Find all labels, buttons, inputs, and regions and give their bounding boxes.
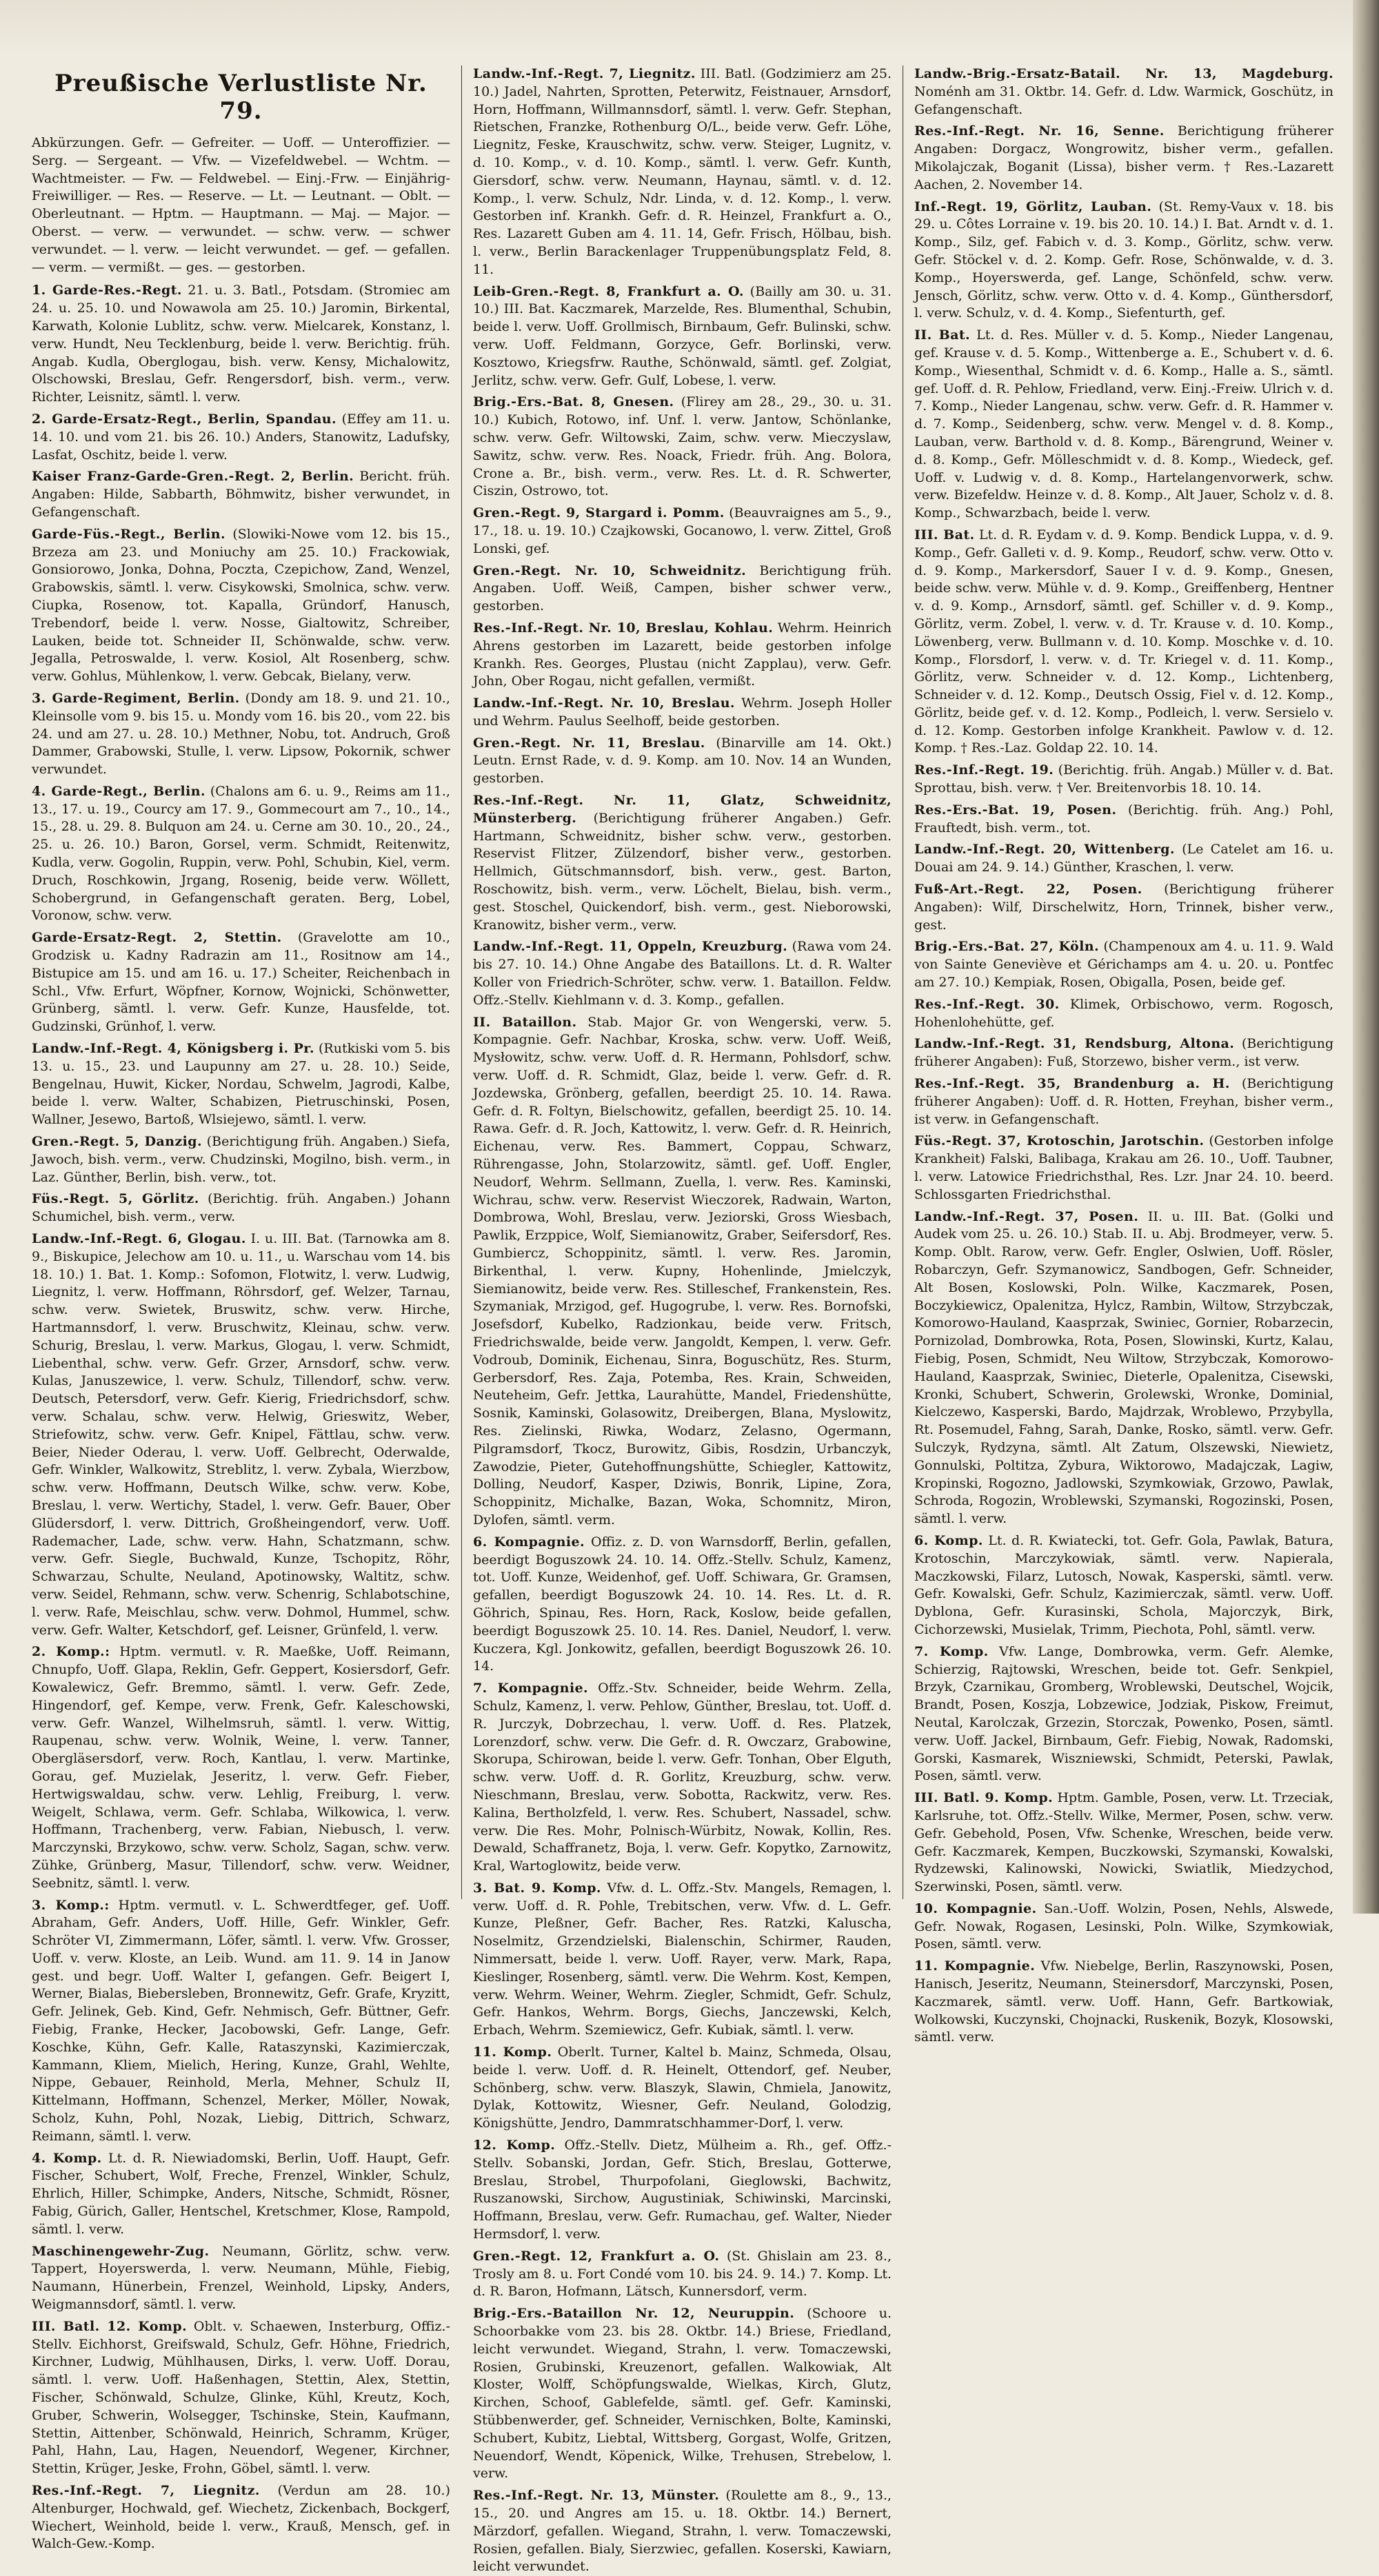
casualty-text: Vfw. d. L. Offz.-Stv. Mangels, Remagen, l. verw. Uoff. d. R. Pohle, Trebitschen, verw. Vfw. d. L. Gefr. Kunze, Pleßner, Gefr. Bacher, Res. Ratzki, Kaluscha, Noselmitz, Grzendzielski, Bialenschin, Schirmer, Rauden, Nimmersatt, beide l. verw. Uoff. Rayer, verw. Mark, Rapa, Kieslinger, Rosenberg, sämtl. verw. Die Wehrm. Kost, Kempen, verw. Wehrm. Weiner, Wehrm. Ziegler, Schmidt, Gefr. Schulz, Gefr. Hankos, Wehrm. Borgs, Giechs, Janczewski, Kelch, Erbach, Wehrm. Szemiewicz, Gefr. Kubiak, sämtl. l. verw. xyxy=(473,1880,892,2038)
casualty-entry xyxy=(32,2150,450,2239)
casualty-text: Offz.-Stv. Schneider, beide Wehrm. Zella, Schulz, Kamenz, l. verw. Pehlow, Günther, Breslau, tot. Uoff. d. R. Jurczyk, Dobrzechau, l. verw. Uoff. d. Res. Platzek, Lorenzdorf, schw. verw. Die Gefr. d. R. Owczarz, Grabowine, Skorupa, Schirowan, beide l. verw. Gefr. Tonhan, Ober Elguth, schw. verw. Uoff. d. R. Gorlitz, Kreuzburg, schw. verw. Nieschmann, Breslau, verw. Sobotta, Rackwitz, verw. Res. Kalina, Bertholzfeld, l. verw. Res. Schubert, Nassadel, schw. verw. Die Res. Mohr, Polnisch-Würbitz, Nowak, Kollin, Res. Dewald, Schaffranetz, Boja, l. verw. Gefr. Kopytko, Zarnowitz, Kral, Wartoglowitz, beide verw. xyxy=(473,1681,892,1874)
casualty-text: Lt. d. R. Kwiatecki, tot. Gefr. Gola, Pawlak, Batura, Krotoschin, Marczykowiak, sämtl. verw. Napierala, Maczkowski, Filarz, Lutosch, Nowak, Kasperski, sämtl. verw. Gefr. Kowalski, Gefr. Schulz, Kazimierczak, sämtl. verw. Uoff. Dyblona, Gefr. Kurasinski, Schola, Majorczyk, Birk, Cichorzewski, Musielak, Trimm, Piechota, Pohl, sämtl. verw. xyxy=(914,1532,1333,1637)
regiment-heading: Inf.-Regt. 19, Görlitz, Lauban. xyxy=(914,199,1152,214)
casualty-text: (Verdun am 28. 10.) Altenburger, Hochwald, gef. Wiechetz, Zickenbach, Bockgerf, Wiechert, Weinhold, beide l. verw., Krauß, Mensch, gef. in Walch-Gew.-Komp. xyxy=(32,2483,450,2552)
casualty-entry xyxy=(914,996,1333,1032)
casualty-text: Noménh am 31. Oktbr. 14. Gefr. d. Ldw. Warmick, Goschütz, in Gefangenschaft. xyxy=(914,83,1333,117)
casualty-entry xyxy=(473,2487,892,2576)
regiment-heading: 3. Garde-Regiment, Berlin. xyxy=(32,690,240,706)
casualty-entry xyxy=(914,802,1333,838)
regiment-heading: Garde-Ersatz-Regt. 2, Stettin. xyxy=(32,930,282,946)
casualty-entry xyxy=(473,1534,892,1676)
casualty-text: Offiz. z. D. von Warnsdorff, Berlin, gefallen, beerdigt Boguszowk 24. 10. 14. Offz.-Stellv. Schulz, Kamenz, tot. Uoff. Kunze, Weidenhof, gef. Uoff. Schiwara, Gr. Gramsen, gefallen, beerdigt Boguszowk 24. 10. 14. Res. Lt. d. R. Göhrich, Spinau, Res. Horn, Rack, Koslow, beide gefallen, beerdigt Boguszowk 25. 10. 14. Res. Daniel, Neudorf, l. verw. Kuczera, Kgl. Jonkowitz, gefallen, beerdigt Boguszowk 26. 10. 14. xyxy=(473,1534,892,1674)
regiment-heading: 1. Garde-Res.-Regt. xyxy=(32,283,182,298)
casualty-entry xyxy=(32,2243,450,2314)
regiment-heading: 6. Komp. xyxy=(914,1532,983,1548)
casualty-text: (St. Remy-Vaux v. 18. bis 29. u. Côtes Lorraine v. 19. bis 20. 10. 14.) I. Bat. Arndt v. d. 1. Komp., Silz, gef. Fabich v. d. 3. Komp., Görlitz, schw. verw. Gefr. Stöckel v. d. 2. Komp. Gefr. Rose, Schönwalde, v. d. 3. Komp., Hoyerswerda, gef. Lange, Schönfeld, schw. verw. Jensch, Görlitz, schw. verw. Otto v. d. 4. Komp., Günthersdorf, l. verw. Schulz, v. d. 4. Komp., Siefenturth, gef. xyxy=(914,199,1333,321)
casualty-entry xyxy=(32,411,450,464)
regiment-heading: Brig.-Ers.-Bat. 8, Gnesen. xyxy=(473,394,674,410)
casualty-text: (Berichtigung früherer Angaben.) Gefr. Hartmann, Schweidnitz, bisher schw. verw., gestorben. Reservist Flitzer, Zülzendorf, bisher verw., gestorben. Hellmich, Gütschmannsdorf, bish. verw., gest. Barton, Roschowitz, bish. verm., verw. Löchelt, Bielau, bish. verm., gest. Stoschel, Quickendorf, bish. verm., gest. Nieborowski, Kranowitz, bisher verm., verw. xyxy=(473,810,892,933)
regiment-heading: Leib-Gren.-Regt. 8, Frankfurt a. O. xyxy=(473,283,744,299)
masthead-title: Preußische Verlustliste Nr. 79. xyxy=(54,70,427,125)
casualty-text: (Flirey am 28., 29., 30. u. 31. 10.) Kubich, Rotowo, inf. Unf. l. verw. Jantow, Schönlanke, schw. verw. Gefr. Wiltowski, Zaim, schw. verw. Mieczyslaw, Sawitz, schw. verw. Res. Noack, Friedr. früh. Ang. Bolora, Crone a. Br., bish. verm., verw. Res. Lt. d. R. Schwerter, Ciszin, Ostrowo, tot. xyxy=(473,394,892,499)
casualty-text: (Schoore u. Schoorbakke vom 23. bis 28. Oktbr. 14.) Briese, Friedland, leicht verwundet. Wiegand, Strahn, l. verw. Tomaczewski, Rosien, Grubinski, Kreuzenort, gefallen. Walkowiak, Alt Kloster, Wolff, Schöpfungswalde, Wielkas, Kirch, Glutz, Kirchen, Schoof, Gablefelde, sämtl. gef. Gefr. Kaminski, Stübbenwerder, gef. Schneider, Vernischken, Bolte, Kaminski, Schubert, Kubitz, Liebtal, Wittsberg, Gorgast, Wolfe, Gritzen, Neuendorf, Wendt, Köpenick, Wilke, Trehusen, Strebelow, l. verw. xyxy=(473,2306,892,2482)
casualty-text: Oberlt. Turner, Kaltel b. Mainz, Schmeda, Olsau, beide l. verw. Uoff. d. R. Heinelt, Ottendorf, gef. Neuber, Schönberg, schw. verw. Blaszyk, Slawin, Chmiela, Janowitz, Dylak, Kottowitz, Wiesner, Gefr. Neuland, Golodzig, Königshütte, Jendro, Dammratschhammer-Dorf, l. verw. xyxy=(473,2045,892,2131)
column-entries xyxy=(32,282,450,2553)
casualty-text: Klimek, Orbischowo, verm. Rogosch, Hohenlohehütte, gef. xyxy=(914,996,1333,1030)
regiment-heading: Füs.-Regt. 37, Krotoschin, Jarotschin. xyxy=(914,1133,1205,1149)
casualty-text: (Bailly am 30. u. 31. 10.) III. Bat. Kaczmarek, Marzelde, Res. Blumenthal, Schubin, beide l. verw. Uoff. Grollmisch, Birnbaum, Gefr. Bulinski, schw. verw. Uoff. Feldmann, Gorzyce, Gefr. Borlinski, verw. Kosztowo, Kriegsfrw. Rauthe, Schönwald, sämtl. gef. Zolgiat, Jerlitz, schw. verw. Gefr. Gulf, Lobese, l. verw. xyxy=(473,283,892,388)
casualty-text: Stab. Major Gr. von Wengerski, verw. 5. Kompagnie. Gefr. Nachbar, Kroska, schw. verw. Uoff. Weiß, Mysłowitz, schw. verw. Uoff. d. R. Hermann, Pohlsdorf, schw. verw. Uoff. d. R. Schmidt, Glaz, beide l. verw. Gefr. d. R. Jozdewska, Grönberg, gefallen, beerdigt 25. 10. 14. Rawa. Gefr. d. R. Foltyn, Bielschowitz, gefallen, beerdigt 25. 10. 14. Rawa. Gefr. d. R. Joch, Kattowitz, l. verw. Gefr. d. R. Heinrich, Eichenau, verw. Res. Bammert, Coppau, Schwarz, Rührengasse, John, Stolarzowitz, sämtl. gef. Uoff. Engler, Neudorf, Wehrm. Sellmann, Zuella, l. verw. Res. Kaminski, Wichrau, schw. verw. Reservist Wieczorek, Radwain, Warton, Dombrowa, Wohl, Breslau, verw. Jeziorski, Gross Wiesbach, Pawlik, Erzppice, Wolf, Siemianowitz, Graber, Seifersdorf, Res. Gumbiercz, Schoppinitz, sämtl. l. verw. Res. Jaromin, Birkenthal, l. verw. Kupny, Hohenlinde, Jmielczyk, Siemianowitz, beide verw. Res. Stilleschef, Frankenstein, Res. Szymaniak, Mrzigod, gef. Hugogrube, l. verw. Res. Bornofski, Josefsdorf, Kubelko, Radzionkau, beide verw. Fritsch, Friedrichswalde, beide verw. Jangoldt, Kempen, l. verw. Gefr. Vodroub, Dominik, Eichenau, Sinra, Boguschütz, Res. Sturm, Gerbersdorf, Res. Zaja, Potemba, Res. Krain, Schweiden, Neuteheim, Gefr. Jettka, Laurahütte, Mandel, Friedenshütte, Sosnik, Kaminski, Golasowitz, Dreibergen, Blana, Myslowitz, Res. Zielinski, Riwka, Wodarz, Zelasno, Ogermann, Pilgramsdorf, Tkocz, Burowitz, Gibis, Rosdzin, Urbanczyk, Zawodzie, Pieter, Gutehoffnungshütte, Schiegler, Kattowitz, Dolling, Neudorf, Kasper, Dziwis, Bonrik, Lipine, Zora, Schoppinitz, Michalke, Bazan, Woka, Schomnitz, Miron, Dylofen, sämtl. verm. xyxy=(473,1014,892,1528)
casualty-text: (Berichtigung früherer Angaben): Uoff. d. R. Hotten, Freyhan, bisher verm., ist verw. in Gefangenschaft. xyxy=(914,1076,1333,1127)
casualty-entry xyxy=(473,2137,892,2244)
regiment-heading: Res.-Inf.-Regt. 30. xyxy=(914,996,1060,1012)
regiment-heading: Gren.-Regt. 5, Danzig. xyxy=(32,1134,202,1150)
page-top-shade xyxy=(0,0,1379,55)
casualty-text: I. u. III. Bat. (Tarnowka am 8. 9., Biskupice, Jelechow am 10. u. 11., u. Warschau vom 14. bis 18. 10.) 1. Bat. 1. Komp.: Sofomon, Flotwitz, l. verw. Ludwig, Liegnitz, l. verw. Hoffmann, Röhrsdorf, gef. Welzer, Tarnau, schw. verw. Swietek, Bruswitz, schw. verw. Hirche, Hartmannsdorf, l. verw. Bruschwitz, Kleinau, schw. verw. Schurig, Breslau, l. verw. Markus, Glogau, l. verw. Schmidt, Liebenthal, schw. verw. Gefr. Grzer, Arnsdorf, schw. verw. Kulas, Januszewice, l. verw. Schulz, Tillendorf, schw. verw. Deutsch, Petersdorf, verw. Gefr. Kierig, Friedrichsdorf, schw. verw. Schalau, schw. verw. Helwig, Grieswitz, Weber, Striefowitz, schw. verw. Gefr. Knipel, Fättlau, schw. verw. Beier, Nieder Oderau, l. verw. Uoff. Gelbrecht, Oderwalde, Gefr. Winkler, Walkowitz, Streblitz, l. verw. Zybala, Wierzbow, schw. verw. Hoffmann, Deutsch Wilke, schw. verw. Kobe, Breslau, l. verw. Wertichy, Stadel, l. verw. Gefr. Bauer, Ober Glüdersdorf, l. verw. Dittrich, Großheingendorf, verw. Uoff. Rademacher, Lade, schw. verw. Hahn, Schatzmann, schw. verw. Gefr. Siegle, Buchwald, Kunze, Tschopitz, Röhr, Schwarzau, Schulte, Neuland, Apotinowsky, Waltitz, schw. verw. Seidel, Rehmann, schw. verw. Schenrig, Schlabotschine, l. verw. Rafe, Meischlau, schw. verw. Dohmol, Hummel, schw. verw. Gefr. Walter, Ketschdorf, gef. Leisner, Grünfeld, l. verw. xyxy=(32,1231,451,1638)
casualty-entry xyxy=(473,562,892,616)
casualty-text: Vfw. Lange, Dombrowka, verm. Gefr. Alemke, Schierzig, Rajtowski, Wreschen, beide tot. Gefr. Senkpiel, Brzyk, Czarnikau, Gromberg, Wroblewski, Deutschel, Wojcik, Brandt, Posen, Koszja, Lobzewice, Jodziak, Piskow, Freimut, Neutal, Karolczak, Grzezin, Storczak, Powenko, Posen, sämtl. verw. Uoff. Jackel, Birnbaum, Gefr. Fiebig, Nowak, Radomski, Gorski, Kasmarek, Wiszniewski, Schmidt, Peterski, Pawlak, Posen, sämtl. verw. xyxy=(914,1643,1333,1784)
casualty-text: (Berichtigung früherer Angaben): Fuß, Storzewo, bisher verm., ist verw. xyxy=(914,1036,1333,1070)
casualty-text: Bericht. früh. Angaben: Hilde, Sabbarth, Böhmwitz, bisher verwundet, in Gefangenschaft. xyxy=(32,469,451,520)
casualty-entry xyxy=(473,695,892,731)
regiment-heading: Res.-Inf.-Regt. 35, Brandenburg a. H. xyxy=(914,1076,1230,1092)
regiment-heading: 7. Kompagnie. xyxy=(473,1681,589,1696)
regiment-heading: Landw.-Inf.-Regt. 6, Glogau. xyxy=(32,1231,246,1247)
casualty-entry xyxy=(914,1900,1333,1954)
casualty-text: (Beauvraignes am 5., 9., 17., 18. u. 19. 10.) Czajkowski, Gocanowo, l. verw. Zittel, Groß Lonski, gef. xyxy=(473,505,892,556)
casualty-entry xyxy=(914,527,1333,758)
casualty-entry xyxy=(32,1040,450,1129)
casualty-entry xyxy=(914,1958,1333,2047)
casualty-entry xyxy=(32,1643,450,1892)
regiment-heading: Res.-Inf.-Regt. Nr. 10, Breslau, Kohlau. xyxy=(473,620,774,636)
regiment-heading: Res.-Inf.-Regt. Nr. 16, Senne. xyxy=(914,123,1165,139)
regiment-heading: 4. Komp. xyxy=(32,2150,102,2166)
casualty-text: Offz.-Stellv. Dietz, Mülheim a. Rh., gef. Offz.-Stellv. Sobanski, Jordan, Gefr. Stich, Breslau, Gotterwe, Breslau, Strobel, Thurpofolani, Gieglowski, Bachwitz, Ruszanowski, Sirchow, Augustiniak, Schiwinski, Marcinski, Hoffmann, Breslau, verw. Gefr. Rumachau, gef. Walter, Nieder Hermsdorf, l. verw. xyxy=(473,2138,892,2242)
casualty-entry xyxy=(473,792,892,934)
casualty-text: Lt. d. R. Niewiadomski, Berlin, Uoff. Haupt, Gefr. Fischer, Schubert, Wolf, Freche, Frenzel, Winkler, Schulz, Ehrlich, Hiller, Schimpke, Anders, Nitsche, Schmidt, Rösner, Fabig, Gürich, Galler, Hentschel, Kretschmer, Klose, Rampold, sämtl. l. verw. xyxy=(32,2150,450,2237)
casualty-entry xyxy=(473,1880,892,2040)
casualty-text: (Binarville am 14. Okt.) Leutn. Ernst Rade, v. d. 9. Komp. am 10. Nov. 14 an Wunden, gestorben. xyxy=(473,735,892,787)
casualty-text: Berichtigung früherer Angaben: Dorgacz, Wongrowitz, bisher verm., gefallen. Mikolajczak, Boganit (Lissa), bisher verm. † Res.-Lazarett Aachen, 2. November 14. xyxy=(914,123,1333,192)
casualty-entry xyxy=(914,65,1333,119)
regiment-heading: 11. Kompagnie. xyxy=(914,1958,1036,1974)
regiment-heading: Gren.-Regt. 9, Stargard i. Pomm. xyxy=(473,505,725,521)
casualty-text: (Le Catelet am 16. u. Douai am 24. 9. 14.) Günther, Kraschen, l. verw. xyxy=(914,842,1333,875)
casualty-text: (St. Ghislain am 23. 8., Trosly am 8. u. Fort Condé vom 10. bis 24. 9. 14.) 7. Komp. Lt. d. R. Baron, Hofmann, Lätsch, Kunnersdorf, verm. xyxy=(473,2248,892,2300)
regiment-heading: Landw.-Inf.-Regt. 7, Liegnitz. xyxy=(473,66,696,81)
regiment-heading: Landw.-Brig.-Ersatz-Batail. Nr. 13, Magdeburg. xyxy=(914,66,1333,81)
casualty-entry xyxy=(914,938,1333,991)
casualty-entry xyxy=(473,505,892,558)
casualty-entry xyxy=(32,1190,450,1226)
regiment-heading: 11. Komp. xyxy=(473,2045,552,2060)
casualty-entry xyxy=(914,762,1333,798)
page-binding-edge xyxy=(1353,0,1379,1914)
regiment-heading: 10. Kompagnie. xyxy=(914,1900,1037,1916)
casualty-text: Oblt. v. Schaewen, Insterburg, Offiz.-Stellv. Eichhorst, Greifswald, Schulz, Gefr. Höhne, Friedrich, Kirchner, Ludwig, Mühlhausen, Dirks, l. verw. Uoff. Dorau, sämtl. l. verw. Uoff. Haßenhagen, Stettin, Alex, Stettin, Fischer, Schönwald, Schulze, Glinke, Kühl, Kreutz, Koch, Gruber, Schwerin, Wolsegger, Tschinske, Stein, Kaufmann, Stettin, Aittenber, Schönwald, Heinrich, Schramm, Krüger, Pahl, Hahn, Lau, Hagen, Neuendorf, Wegener, Kirchner, Stettin, Krüger, Jeske, Frohn, Göbel, sämtl. l. verw. xyxy=(32,2318,450,2477)
casualty-entry xyxy=(32,468,450,521)
regiment-heading: Gren.-Regt. 12, Frankfurt a. O. xyxy=(473,2248,720,2264)
casualty-entry xyxy=(914,1208,1333,1528)
casualty-entry xyxy=(914,1035,1333,1071)
regiment-heading: 4. Garde-Regt., Berlin. xyxy=(32,783,205,799)
column-1 xyxy=(21,65,462,2552)
casualty-text: Wehrm. Joseph Holler und Wehrm. Paulus Seelhoff, beide gestorben. xyxy=(473,696,892,729)
casualty-text: (Roulette am 8., 9., 13., 15., 20. und Angres am 15. u. 18. Oktbr. 14.) Bernert, Märzdorf, gefallen. Wiegand, Strahn, l. verw. Tomaczewski, Rosien, gefallen. Bialy, Sierzwiec, gefallen. Koserski, Kawiarn, leicht verwundet. xyxy=(473,2488,892,2575)
regiment-heading: Res.-Inf.-Regt. 19. xyxy=(914,762,1054,778)
regiment-heading: Fuß-Art.-Regt. 22, Posen. xyxy=(914,882,1143,897)
casualty-text: (Effey am 11. u. 14. 10. und vom 21. bis 26. 10.) Anders, Stanowitz, Ladufsky, Lasfat, Oschitz, beide l. verw. xyxy=(32,411,451,463)
casualty-entry xyxy=(473,394,892,500)
casualty-text: Hptm. vermutl. v. R. Maeßke, Uoff. Reimann, Chnupfo, Uoff. Glapa, Reklin, Gefr. Geppert, Kosiersdorf, Gefr. Kowalewicz, Gefr. Bremmo, sämtl. l. verw. Gefr. Zede, Hingendorf, gef. Kempe, verw. Frenk, Gefr. Kaleschowski, verw. Gefr. Wanzel, Wilhelmsruh, sämtl. l. verw. Wittig, Raupenau, schw. verw. Wolnik, Weine, l. verw. Tanner, Obergläsersdorf, verw. Roch, Kantlau, l. verw. Martinke, Gorau, gef. Muzielak, Jeseritz, l. verw. Gefr. Fieber, Hertwigswaldau, schw. verw. Lehlig, Freiburg, l. verw. Weigelt, Schlawa, verm. Gefr. Schlaba, Wilkowica, l. verw. Hoffmann, Trachenberg, verw. Fabian, Niebusch, l. verw. Marczynski, Brzykowo, schw. verw. Scholz, Sagan, schw. verw. Zühke, Grünberg, Masur, Tillendorf, schw. verw. Weidner, Seebnitz, sämtl. l. verw. xyxy=(32,1644,451,1891)
casualty-entry xyxy=(32,2482,450,2553)
casualty-entry xyxy=(473,1014,892,1530)
regiment-heading: III. Batl. 12. Komp. xyxy=(32,2318,188,2334)
casualty-text: Berichtigung früh. Angaben. Uoff. Weiß, Campen, bisher schwer verw., gestorben. xyxy=(473,562,892,614)
column-entries xyxy=(914,65,1333,2047)
casualty-text: (Berichtig. früh. Ang.) Pohl, Frauftedt, bish. verm., tot. xyxy=(914,802,1334,835)
casualty-text: (Berichtigung früh. Angaben.) Siefa, Jawoch, bish. verm., verw. Chudzinski, Mogilno, bish. verm., in Laz. Günther, Berlin, bish. verw., tot. xyxy=(32,1134,450,1185)
regiment-heading: Kaiser Franz-Garde-Gren.-Regt. 2, Berlin. xyxy=(32,469,354,485)
casualty-text: (Dondy am 18. 9. und 21. 10., Kleinsolle vom 9. bis 15. u. Mondy vom 16. bis 20., vom 22. bis 24. und am 27. u. 28. 10.) Methner, Nobu, tot. Andruch, Groß Dammer, Grabowski, Stulle, l. verw. Lipsow, Pokornik, schwer verwundet. xyxy=(32,690,450,778)
casualty-entry xyxy=(914,1643,1333,1785)
casualty-entry xyxy=(914,1532,1333,1639)
casualty-entry xyxy=(914,1789,1333,1896)
casualty-text: 21. u. 3. Batl., Potsdam. (Stromiec am 24. u. 25. 10. und Nowawola am 25. 10.) Jaromin, Birkental, Karwath, Kolonie Lublitz, schw. verw. Mielcarek, Konstanz, l. verw. Hundt, Neu Tecklenburg, beide l. verw. Berichtig. früh. Angab. Kudla, Oberglogau, bish. verw. Kensy, Michalowitz, Olschowski, Breslau, Gefr. Rengersdorf, bish. verm., verw. Richter, Leisnitz, sämtl. l. verw. xyxy=(32,283,450,405)
casualty-text: (Chalons am 6. u. 9., Reims am 11., 13., 17. u. 19., Courcy am 17. 9., Gommecourt am 7., 10., 14., 15., 28. u. 29. 8. Bulquon am 24. u. Cerne am 30. 10., 20., 24., 25. u. 26. 10.) Baron, Gorsel, verm. Schmidt, Reitenwitz, Kudla, verw. Gogolin, Ruppin, verw. Pohl, Schubin, Kiel, verm. Druch, Roschkowin, Jrgang, Rosenig, beide verw. Wöllett, Schobergrund, in Gefangenschaft geraten. Berg, Lobel, Voronow, schw. verw. xyxy=(32,783,450,924)
regiment-heading: Res.-Inf.-Regt. 7, Liegnitz. xyxy=(32,2483,260,2498)
regiment-heading: Füs.-Regt. 5, Görlitz. xyxy=(32,1191,199,1207)
casualty-entry xyxy=(32,1230,450,1639)
column-2 xyxy=(462,65,903,2575)
casualty-entry xyxy=(32,526,450,686)
casualty-text: Lt. d. R. Eydam v. d. 9. Komp. Bendick Luppa, v. d. 9. Komp., Gefr. Galleti v. d. 9. Komp., Reudorf, schw. verw. Otto v. d. 9. Komp., Markersdorf, Sauer I v. d. 9. Komp., Gnesen, beide schw. verw. Mühle v. d. 9. Komp., Greiffenberg, Hentner v. d. 9. Komp., Arnsdorf, sämtl. gef. Schiller v. d. 9. Komp., Görlitz, verm. Zobel, l. verw. v. d. Tr. Krause v. d. 10. Komp., Löwenberg, verw. Bullmann v. d. 10. Komp. Moschke v. d. 10. Komp., Florsdorf, l. verw. v. d. Tr. Kriegel v. d. 11. Komp., Görlitz, verw. Schneider v. d. 12. Komp., Lichtenberg, Schneider v. d. 12. Komp., Deutsch Ossig, Fiel v. d. 12. Komp., Görlitz, beide gef. v. d. 12. Komp., Podleich, l. verw. Sersielo v. d. 12. Komp. Gestorben infolge Krankheit. Pawlow v. d. 12. Komp. † Res.-Laz. Goldap 22. 10. 14. xyxy=(914,527,1333,756)
casualty-entry xyxy=(914,1133,1333,1204)
casualty-entry xyxy=(32,2318,450,2478)
regiment-heading: 7. Komp. xyxy=(914,1643,989,1659)
casualty-text: (Gravelotte am 10., Grodzisk u. Kadny Radrazin am 11., Rositnow am 14., Bistupice am 15. und am 16. u. 17.) Scheiter, Reichenbach in Schl., Vfw. Erfurt, Wöpfner, Kornow, Wojnicki, Schönwetter, Grünberg, sämtl. l. verw. Gefr. Kunze, Hausfelde, tot. Gudzinski, Grünhof, l. verw. xyxy=(32,930,450,1035)
casualty-entry xyxy=(914,841,1333,877)
casualty-text: Neumann, Görlitz, schw. verw. Tappert, Hoyerswerda, l. verw. Neumann, Mühle, Fiebig, Naumann, Hünerbein, Frenzel, Weinhold, Lipsky, Anders, Weigmannsdorf, sämtl. l. verw. xyxy=(32,2243,450,2313)
regiment-heading: Landw.-Inf.-Regt. 37, Posen. xyxy=(914,1208,1139,1224)
casualty-text: (Champenoux am 4. u. 11. 9. Wald von Sainte Geneviève et Gérichamps am 4. u. 20. u. Pontfec am 27. 10.) Kempiak, Rosen, Obigalla, Posen, beide gef. xyxy=(914,939,1333,991)
regiment-heading: Brig.-Ers.-Bat. 27, Köln. xyxy=(914,939,1099,955)
regiment-heading: Landw.-Inf.-Regt. 4, Königsberg i. Pr. xyxy=(32,1041,314,1057)
casualty-entry xyxy=(473,2248,892,2301)
casualty-entry xyxy=(32,929,450,1036)
column-3 xyxy=(903,65,1345,2045)
regiment-heading: Landw.-Inf.-Regt. Nr. 10, Breslau. xyxy=(473,696,735,711)
regiment-heading: Landw.-Inf.-Regt. 31, Rendsburg, Altona. xyxy=(914,1036,1235,1052)
casualty-text: II. u. III. Bat. (Golki und Audek vom 25. u. 26. 10.) Stab. II. u. Abj. Brodmeyer, verw. 5. Komp. Oblt. Rarow, verw. Gefr. Engler, Oslwien, Uoff. Rösler, Robarczyn, Gefr. Szymanowicz, Sandbogen, Gefr. Schneider, Alt Bosen, Koslowski, Poln. Wilke, Kaczmarek, Posen, Boczykiewicz, Opalenitza, Hylcz, Rambin, Wiltow, Strzybczak, Komorowo-Hauland, Kaasprzak, Swiniec, Gornier, Robarzecin, Pornizolad, Dombrowka, Rota, Posen, Slowinski, Kurtz, Kalau, Fiebig, Posen, Schmidt, Neu Wiltow, Strzybczak, Komorowo-Hauland, Kaasprzak, Swiniec, Dieterle, Opalenitza, Cisewski, Kronki, Schubert, Schwerin, Grolewski, Wronke, Dominial, Kielczewo, Kasperski, Bardo, Majdrzak, Wroblewo, Przybylla, Rt. Posemudel, Fahng, Sarah, Danke, Rosko, sämtl. verw. Gefr. Sulczyk, Rydzyna, sämtl. Alt Zatum, Olszewski, Niewietz, Gonnulski, Poltitza, Zybura, Wiktorowo, Madajczak, Lagiw, Kropinski, Rogozno, Jadlowski, Szymkowiak, Grzowo, Pawlak, Schroda, Rogozin, Wroblewski, Szymanski, Rogozinski, Posen, sämtl. l. verw. xyxy=(914,1208,1333,1527)
casualty-entry xyxy=(32,690,450,779)
casualty-entry xyxy=(473,938,892,1009)
casualty-entry xyxy=(914,881,1333,934)
casualty-entry xyxy=(914,199,1333,323)
regiment-heading: II. Bat. xyxy=(914,327,971,343)
regiment-heading: 6. Kompagnie. xyxy=(473,1534,585,1550)
casualty-entry xyxy=(32,1133,450,1186)
regiment-heading: Gren.-Regt. Nr. 11, Breslau. xyxy=(473,735,705,751)
abbreviations-key: Abkürzungen. Gefr. — Gefreiter. — Uoff. — Unteroffizier. — Serg. — Sergeant. — Vfw. — Vizefeldwebel. — Wchtm. — Wachtmeister. — Fw. — Feldwebel. — Einj.-Frw. — Einjährig-Freiwilliger. — Res. — Reserve. — Lt. — Leutnant. — Oblt. — Oberleutnant. — Hptm. — Hauptmann. — Maj. — Major. — Oberst. — verw. — verwundet. — schw. verw. — schwer verwundet. — l. verw. — leicht verwundet. — gef. — gefallen. — verm. — vermißt. — ges. — gestorben. xyxy=(32,135,450,275)
regiment-heading: III. Bat. xyxy=(914,527,975,542)
regiment-heading: Maschinengewehr-Zug. xyxy=(32,2243,210,2259)
casualty-text: (Berichtigung früherer Angaben): Wilf, Dirschelwitz, Horn, Trinnek, bisher verw., gest. xyxy=(914,882,1334,933)
casualty-text: (Rutkiski vom 5. bis 13. u. 15., 23. und Laupunny am 27. u. 28. 10.) Seide, Bengelnau, Huwit, Kicker, Nordau, Schwelm, Jagrodi, Kalbe, beide l. verw. Walter, Schabizen, Pietruschinski, Posen, Wallner, Jesewo, Bartoß, Wlsiejewo, sämtl. l. verw. xyxy=(32,1041,450,1128)
casualty-entry xyxy=(473,1680,892,1876)
column-entries xyxy=(473,65,892,2576)
casualty-entry xyxy=(914,327,1333,523)
regiment-heading: 2. Komp.: xyxy=(32,1644,110,1660)
casualty-text: (Berichtig. früh. Angab.) Müller v. d. Bat. Sprottau, bish. verw. † Ver. Breitenvorbis 18. 10. 14. xyxy=(914,762,1334,796)
casualty-text: Hptm. Gamble, Posen, verw. Lt. Trzeciak, Karlsruhe, tot. Offz.-Stellv. Wilke, Mermer, Posen, schw. verw. Gefr. Gebehold, Posen, Vfw. Schenke, Wreschen, beide verw. Gefr. Kaczmarek, Kempen, Buczkowski, Szymanski, Kowalski, Rydzewski, Kalinowski, Nowicki, Swiatlik, Miedzychod, Szerwinski, Posen, sämtl. verw. xyxy=(914,1790,1333,1895)
casualty-entry xyxy=(473,283,892,390)
casualty-text: (Berichtig. früh. Angaben.) Johann Schumichel, bish. verm., verw. xyxy=(32,1191,450,1225)
casualty-entry xyxy=(914,123,1333,194)
casualty-entry xyxy=(32,783,450,925)
casualty-entry xyxy=(473,735,892,788)
casualty-entry xyxy=(914,1075,1333,1128)
casualty-text: Vfw. Niebelge, Berlin, Raszynowski, Posen, Hanisch, Jeseritz, Neumann, Steinersdorf, Marczynski, Posen, Kaczmarek, sämtl. verw. Uoff. Hann, Gefr. Bartkowiak, Wolkowski, Kuczynski, Chojnacki, Ruskenik, Bozyk, Klosowski, sämtl. verw. xyxy=(914,1958,1334,2045)
casualty-text: (Gestorben infolge Krankheit) Falski, Balibaga, Krakau am 26. 10., Uoff. Taubner, l. verw. Latowice Friedrichsthal, Res. Lzr. Jnar 24. 10. beerd. Schlossgarten Friedrichsthal. xyxy=(914,1133,1333,1202)
casualty-text: Hptm. vermutl. v. L. Schwerdtfeger, gef. Uoff. Abraham, Gefr. Anders, Uoff. Hille, Gefr. Winkler, Gefr. Schröter VI, Zimmermann, Löfer, sämtl. l. verw. Vfw. Grosser, Uoff. v. verw. Kloste, an Leib. Wund. am 11. 9. 14 in Janow gest. und begr. Uoff. Walter I, gefangen. Gefr. Beigert I, Werner, Bialas, Biebersleben, Bronnewitz, Gefr. Grafe, Kryzitt, Gefr. Jelinek, Geb. Kind, Gefr. Nehmisch, Gefr. Büttner, Gefr. Fiebig, Franke, Hecker, Jacobowski, Gefr. Lange, Gefr. Koschke, Kühn, Gefr. Kalle, Rataszynski, Kazimierczak, Kammann, Kliem, Mielich, Hering, Kunze, Grahl, Wehlte, Nippe, Gebauer, Reinhold, Merla, Mehner, Schulz II, Kittelmann, Hoffmann, Schenzel, Merker, Möller, Nowak, Scholz, Kuhn, Pohl, Nozak, Liebig, Dittrich, Schwarz, Reimann, sämtl. l. verw. xyxy=(32,1897,451,2144)
casualty-entry xyxy=(473,620,892,691)
regiment-heading: Garde-Füs.-Regt., Berlin. xyxy=(32,526,226,542)
casualty-entry xyxy=(473,2305,892,2483)
regiment-heading: 3. Komp.: xyxy=(32,1897,110,1913)
casualty-text: (Rawa vom 24. bis 27. 10. 14.) Ohne Angabe des Bataillons. Lt. d. R. Walter Koller von Friedrich-Schröter, schw. verw. 1. Bataillon. Feldw. Offz.-Stellv. Kiehlmann v. d. 3. Komp., gefallen. xyxy=(473,939,892,1008)
regiment-heading: 3. Bat. 9. Komp. xyxy=(473,1880,601,1896)
casualty-entry xyxy=(32,282,450,407)
regiment-heading: III. Batl. 9. Komp. xyxy=(914,1790,1054,1806)
casualty-text: (Slowiki-Nowe vom 12. bis 15., Brzeza am 23. und Moniuchy am 25. 10.) Frackowiak, Gonsiorowo, Jonka, Dohna, Poczta, Czepichow, Zand, Wenzel, Grabowskis, sämtl. l. verw. Cisykowski, Smolnica, schw. verw. Ciupka, Rosenow, tot. Kapalla, Gründorf, Hanusch, Trebendorf, beide l. verw. Nosse, Gialtowitz, Schreiber, Lauken, beide tot. Schneider II, Schönwalde, schw. verw. Jegalla, Petroswalde, l. verw. Kosiol, Alt Rosenberg, schw. verw. Gohlus, Mühlenkow, l. verw. Gebcak, Bielany, verw. xyxy=(32,526,450,684)
regiment-heading: Res.-Inf.-Regt. Nr. 11, Glatz, Schweidnitz, Münsterberg. xyxy=(473,793,892,826)
regiment-heading: Landw.-Inf.-Regt. 11, Oppeln, Kreuzburg. xyxy=(473,939,788,955)
regiment-heading: Res.-Inf.-Regt. Nr. 13, Münster. xyxy=(473,2488,720,2504)
casualty-text: San.-Uoff. Wolzin, Posen, Nehls, Alswede, Gefr. Nowak, Rogasen, Lesinski, Poln. Wilke, Szymkowiak, Posen, sämtl. verw. xyxy=(914,1900,1334,1952)
casualty-text: Wehrm. Heinrich Ahrens gestorben im Lazarett, beide gestorben infolge Krankh. Res. Georges, Plustau (nicht Zapplau), verw. Gefr. John, Ober Rogau, nicht gefallen, vermißt. xyxy=(473,620,892,689)
regiment-heading: Gren.-Regt. Nr. 10, Schweidnitz. xyxy=(473,562,747,578)
regiment-heading: Brig.-Ers.-Bataillon Nr. 12, Neuruppin. xyxy=(473,2306,795,2322)
regiment-heading: 12. Komp. xyxy=(473,2138,556,2153)
casualty-text: III. Batl. (Godzimierz am 25. 10.) Jadel, Nahrten, Sprotten, Peterwitz, Feistnauer, Arnsdorf, Horn, Hoffmann, Willmannsdorf, sämtl. l. verw. Gefr. Stephan, Rietschen, Franzke, Rothenburg O/L., beide verw. Gefr. Löhe, Liegnitz, Feske, Krauschwitz, schw. verw. Steiger, Lugnitz, v. d. 10. Komp., v. d. 10. Komp., sämtl. l. verw. Gefr. Kunth, Giersdorf, schw. verw. Neumann, Haynau, sämtl. v. d. 12. Komp., l. verw. Schulz, Ndr. Linda, v. d. 12. Komp., l. verw. Gestorben inf. Krankh. Gefr. d. R. Heinzel, Frankfurt a. O., Res. Lazarett Guben am 4. 11. 14, Gefr. Frisch, Hölbau, bish. l. verw., Berlin Barackenlager Truppenübungsplatz Feld, 8. 11. xyxy=(473,66,892,277)
regiment-heading: 2. Garde-Ersatz-Regt., Berlin, Spandau. xyxy=(32,411,337,427)
regiment-heading: Landw.-Inf.-Regt. 20, Wittenberg. xyxy=(914,842,1175,858)
regiment-heading: Res.-Ers.-Bat. 19, Posen. xyxy=(914,802,1117,818)
newspaper-page xyxy=(21,65,1345,2575)
casualty-entry xyxy=(32,1897,450,2146)
regiment-heading: II. Bataillon. xyxy=(473,1014,577,1030)
casualty-text: Lt. d. Res. Müller v. d. 5. Komp., Nieder Langenau, gef. Krause v. d. 5. Komp., Wittenberge a. E., Schubert v. d. 6. Komp., Wiesenthal, Schmidt v. d. 6. Komp., Halle a. S., sämtl. gef. Uoff. d. R. Pehlow, Friedland, verw. Einj.-Freiw. Ulrich v. d. 7. Komp., Nieder Langenau, schw. verw. Gefr. d. R. Hammer v. d. 7. Komp., Seidenberg, schw. verw. Mengel v. d. 8. Komp., Lauban, verw. Barthold v. d. 8. Komp., Bärengrund, Weiner v. d. 8. Komp., Gefr. Mölleschmidt v. d. 8. Komp., Wiedeck, gef. Uoff. v. Ludwig v. d. 8. Komp., Hartelangenvorwerk, schw. verw. Bizefeldw. Heinze v. d. 8. Komp., Alt Jauer, Scholz v. d. 8. Komp., Schwarzbach, beide l. verw. xyxy=(914,327,1333,521)
casualty-entry xyxy=(473,2044,892,2133)
casualty-entry xyxy=(473,65,892,279)
